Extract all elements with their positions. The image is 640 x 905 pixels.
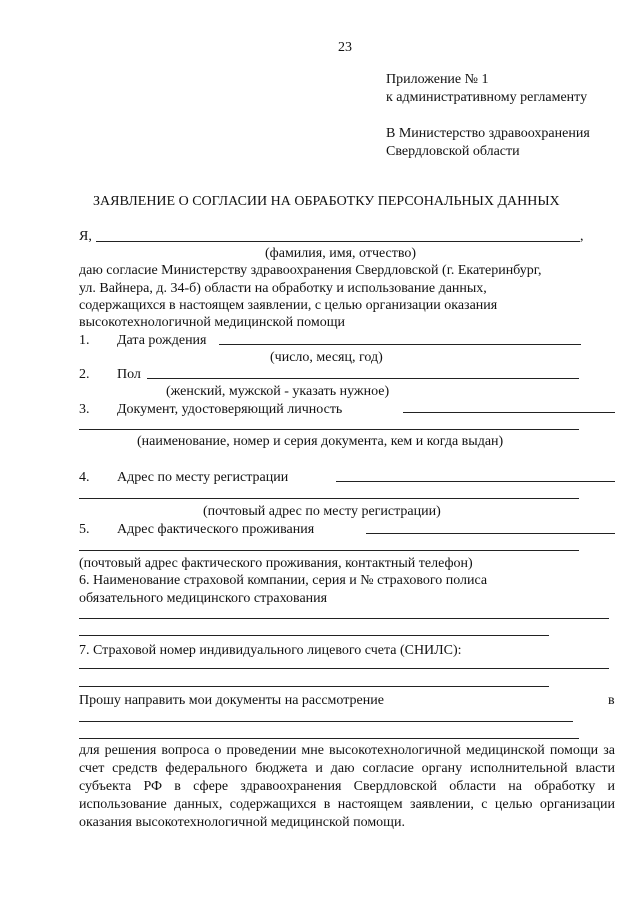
birthdate-field-line[interactable] bbox=[219, 344, 581, 345]
snils-field-line1[interactable] bbox=[79, 668, 609, 669]
registration-address-label: Адрес по месту регистрации bbox=[117, 470, 289, 485]
consent-line3: содержащихся в настоящем заявлении, с целью организации оказания bbox=[79, 298, 498, 313]
id-document-label: Документ, удостоверяющий личность bbox=[117, 402, 343, 417]
field2-number: 2. bbox=[79, 367, 90, 382]
request-in-word: в bbox=[608, 693, 615, 708]
appendix-label: Приложение № 1 bbox=[386, 72, 489, 87]
residence-address-hint: (почтовый адрес фактического проживания, контактный телефон) bbox=[79, 556, 473, 571]
fio-field-line[interactable] bbox=[96, 241, 580, 242]
registration-address-hint: (почтовый адрес по месту регистрации) bbox=[203, 504, 441, 519]
page-number: 23 bbox=[338, 40, 352, 55]
birthdate-hint: (число, месяц, год) bbox=[270, 350, 383, 365]
field4-number: 4. bbox=[79, 470, 90, 485]
field3-number: 3. bbox=[79, 402, 90, 417]
sex-field-line[interactable] bbox=[147, 378, 579, 379]
residence-address-label: Адрес фактического проживания bbox=[117, 522, 315, 537]
snils-field-line2[interactable] bbox=[79, 686, 549, 687]
registration-address-field-line1[interactable] bbox=[336, 481, 615, 482]
request-paragraph: для решения вопроса о проведении мне высокотехнологичной медицинской помощи за счет средств федерального бюджета и даю согласие органу исполнительной власти субъекта РФ в сфере здравоохранения Свердловской области на обработку и использование данных, содержащихся в настоящем заявлении, с целью организации оказания высокотехнологичной медицинской помощи. bbox=[79, 743, 615, 830]
request-label: Прошу направить мои документы на рассмотрение bbox=[79, 693, 384, 708]
request-field-line2[interactable] bbox=[79, 738, 579, 739]
insurance-label-line1: 6. Наименование страховой компании, серия и № страхового полиса bbox=[79, 573, 488, 588]
sex-hint: (женский, мужской - указать нужное) bbox=[166, 384, 390, 399]
residence-address-field-line1[interactable] bbox=[366, 533, 615, 534]
request-field-line1[interactable] bbox=[79, 721, 573, 722]
snils-label: 7. Страховой номер индивидуального лицевого счета (СНИЛС): bbox=[79, 643, 462, 658]
field5-number: 5. bbox=[79, 522, 90, 537]
addressee-line2: Свердловской области bbox=[386, 144, 520, 159]
consent-line1: даю согласие Министерству здравоохранения Свердловской (г. Екатеринбург, bbox=[79, 263, 542, 278]
consent-line2: ул. Вайнера, д. 34-б) области на обработку и использование данных, bbox=[79, 281, 487, 296]
insurance-field-line1[interactable] bbox=[79, 618, 609, 619]
addressee-line1: В Министерство здравоохранения bbox=[386, 126, 590, 141]
i-label: Я, bbox=[79, 229, 92, 244]
field1-number: 1. bbox=[79, 333, 90, 348]
regulation-label: к административному регламенту bbox=[386, 90, 588, 105]
id-document-field-line2[interactable] bbox=[79, 429, 579, 430]
registration-address-field-line2[interactable] bbox=[79, 498, 579, 499]
fio-comma: , bbox=[580, 229, 584, 244]
residence-address-field-line2[interactable] bbox=[79, 550, 579, 551]
birthdate-label: Дата рождения bbox=[117, 333, 207, 348]
document-title: ЗАЯВЛЕНИЕ О СОГЛАСИИ НА ОБРАБОТКУ ПЕРСОНАЛЬНЫХ ДАННЫХ bbox=[93, 194, 560, 209]
consent-line4: высокотехнологичной медицинской помощи bbox=[79, 315, 345, 330]
insurance-label-line2: обязательного медицинского страхования bbox=[79, 591, 328, 606]
sex-label: Пол bbox=[117, 367, 141, 382]
insurance-field-line2[interactable] bbox=[79, 635, 549, 636]
fio-hint: (фамилия, имя, отчество) bbox=[265, 246, 417, 261]
id-document-field-line1[interactable] bbox=[403, 412, 615, 413]
id-document-hint: (наименование, номер и серия документа, кем и когда выдан) bbox=[137, 434, 504, 449]
